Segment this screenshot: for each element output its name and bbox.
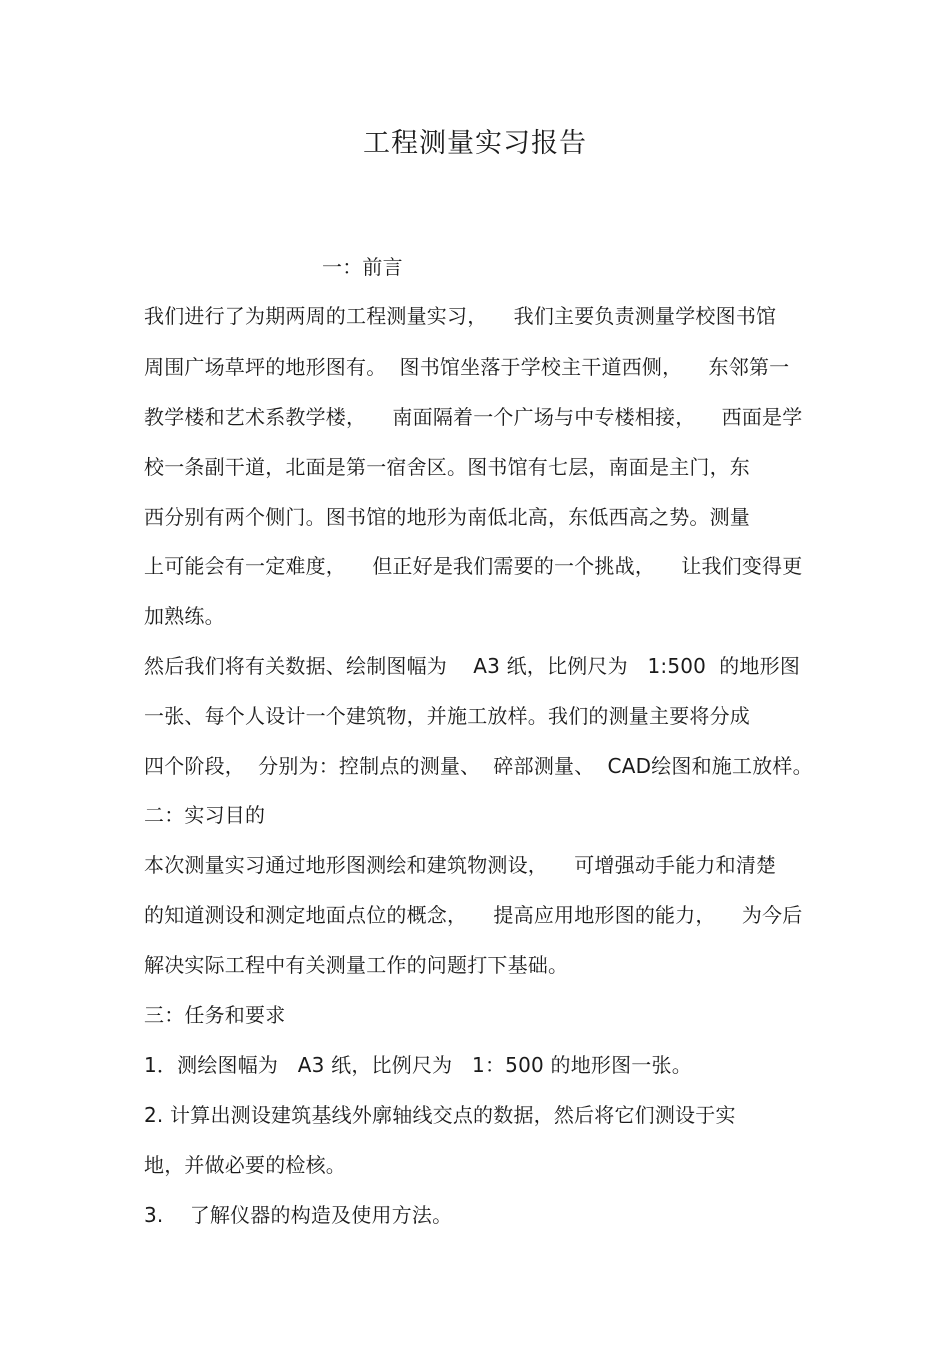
document-title: 工程测量实习报告 [363, 128, 587, 159]
section-heading-tasks: 三：任务和要求 [144, 1003, 286, 1027]
paragraph-line: 教学楼和艺术系教学楼， 南面隔着一个广场与中专楼相接， 西面是学 [144, 405, 803, 429]
section-heading-purpose: 二：实习目的 [144, 803, 266, 827]
list-item: 3. 了解仪器的构造及使用方法。 [144, 1203, 453, 1227]
paragraph-line: 加熟练。 [144, 604, 225, 628]
paragraph-line: 西分别有两个侧门。图书馆的地形为南低北高，东低西高之势。测量 [144, 505, 750, 529]
paragraph-line: 的知道测设和测定地面点位的概念， 提高应用地形图的能力， 为今后 [144, 903, 803, 927]
paragraph-line: 上可能会有一定难度， 但正好是我们需要的一个挑战， 让我们变得更 [144, 554, 803, 578]
list-item: 2. 计算出测设建筑基线外廓轴线交点的数据，然后将它们测设于实 [144, 1103, 736, 1127]
list-item-continuation: 地，并做必要的检核。 [144, 1153, 346, 1177]
paragraph-line: 解决实际工程中有关测量工作的问题打下基础。 [144, 953, 569, 977]
paragraph-line: 校一条副干道，北面是第一宿舍区。图书馆有七层，南面是主门，东 [144, 455, 750, 479]
paragraph-line: 本次测量实习通过地形图测绘和建筑物测设， 可增强动手能力和清楚 [144, 853, 777, 877]
section-heading-preface: 一：前言 [322, 255, 403, 279]
paragraph-line: 四个阶段， 分别为：控制点的测量、 碎部测量、 CAD绘图和施工放样。 [144, 754, 813, 778]
paragraph-line: 周围广场草坪的地形图有。 图书馆坐落于学校主干道西侧， 东邻第一 [144, 355, 790, 379]
list-item: 1．测绘图幅为 A3 纸，比例尺为 1：500 的地形图一张。 [144, 1053, 692, 1077]
paragraph-line: 然后我们将有关数据、绘制图幅为 A3 纸，比例尺为 1:500 的地形图 [144, 654, 801, 678]
paragraph-line: 一张、每个人设计一个建筑物，并施工放样。我们的测量主要将分成 [144, 704, 750, 728]
paragraph-line: 我们进行了为期两周的工程测量实习， 我们主要负责测量学校图书馆 [144, 304, 777, 328]
